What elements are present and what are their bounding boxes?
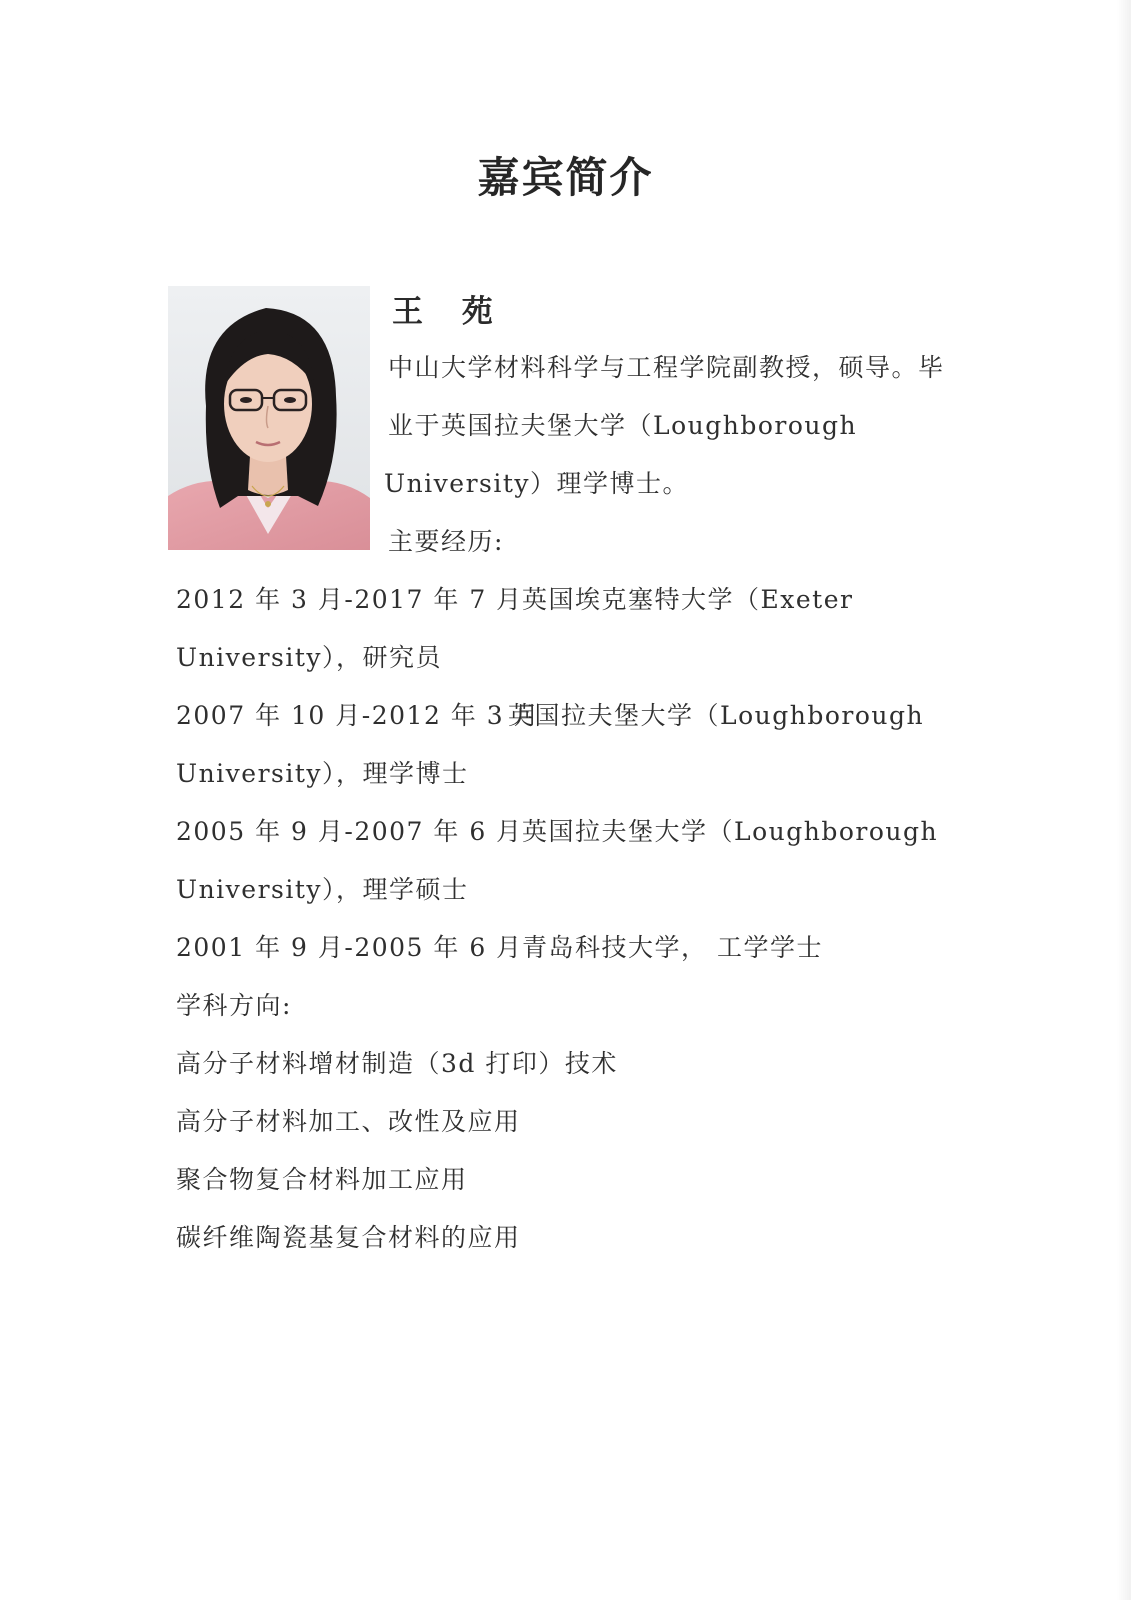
scan-edge xyxy=(1117,0,1131,1600)
intro-line-3: University）理学博士。 xyxy=(384,469,690,498)
experience-description-2: 英国拉夫堡大学（Loughborough xyxy=(508,701,925,730)
speaker-name: 王 苑 xyxy=(392,294,507,330)
research-heading: 学科方向: xyxy=(176,991,292,1020)
research-item-4: 碳纤维陶瓷基复合材料的应用 xyxy=(176,1223,521,1252)
experience-period-4: 2001 年 9 月-2005 年 6 月 xyxy=(176,933,523,962)
intro-line-1: 中山大学材料科学与工程学院副教授，硕导。毕 xyxy=(388,353,945,382)
experience-continuation-3: University），理学硕士 xyxy=(176,875,469,904)
intro-line-2: 业于英国拉夫堡大学（Loughborough xyxy=(388,411,858,440)
experience-continuation-1: University），研究员 xyxy=(176,643,443,672)
portrait-photo xyxy=(168,286,370,550)
experience-description-4: 青岛科技大学， 工学学士 xyxy=(522,933,823,962)
experience-description-3: 英国拉夫堡大学（Loughborough xyxy=(522,817,939,846)
experience-period-2: 2007 年 10 月-2012 年 3 月 xyxy=(176,701,541,730)
research-item-1: 高分子材料增材制造（3d 打印）技术 xyxy=(176,1049,618,1078)
experience-period-3: 2005 年 9 月-2007 年 6 月 xyxy=(176,817,523,846)
experience-continuation-2: University），理学博士 xyxy=(176,759,469,788)
research-item-3: 聚合物复合材料加工应用 xyxy=(176,1165,468,1194)
page-title: 嘉宾简介 xyxy=(477,153,654,202)
experience-period-1: 2012 年 3 月-2017 年 7 月 xyxy=(176,585,523,614)
experience-heading: 主要经历: xyxy=(388,527,504,556)
experience-description-1: 英国埃克塞特大学（Exeter xyxy=(522,585,854,614)
research-item-2: 高分子材料加工、改性及应用 xyxy=(176,1107,521,1136)
